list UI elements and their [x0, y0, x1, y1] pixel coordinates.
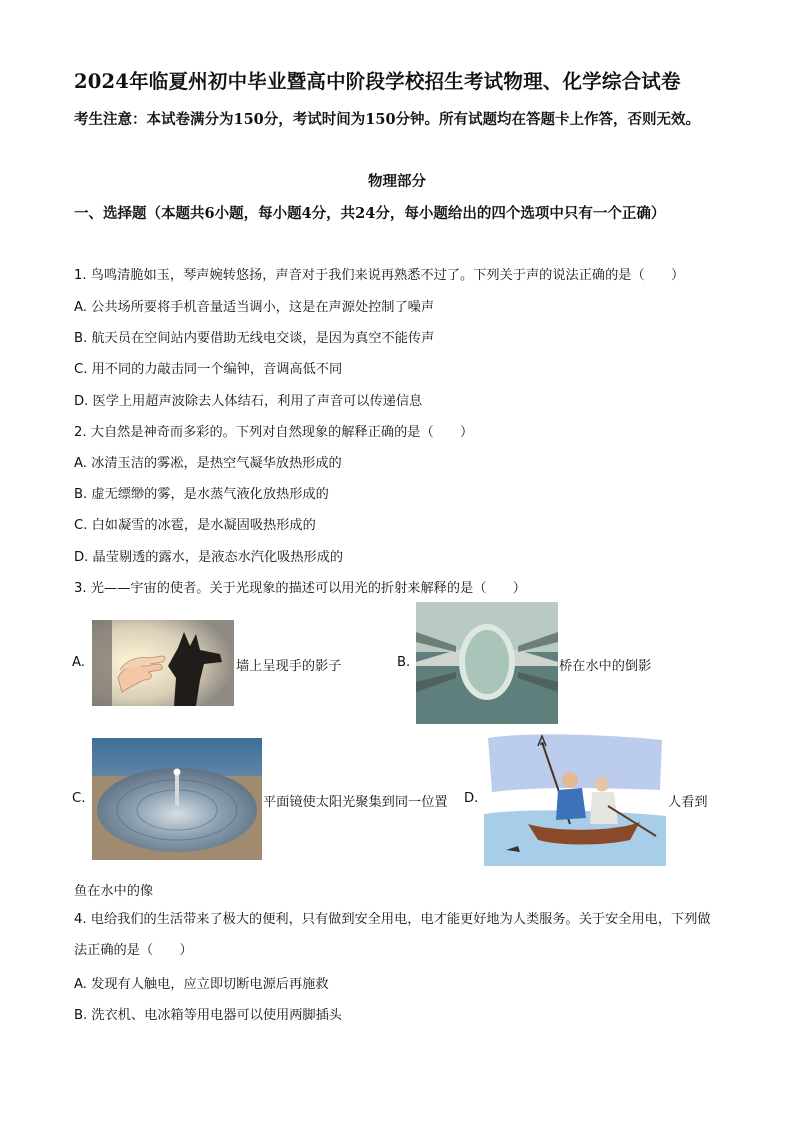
q1-stem: 1. 鸟鸣清脆如玉，琴声婉转悠扬，声音对于我们来说再熟悉不过了。下列关于声的说法正确的是（ ） — [74, 268, 685, 283]
part-heading: 一、选择题（本题共6小题，每小题4分，共24分，每小题给出的四个选项中只有一个正确） — [74, 205, 666, 222]
q3-option-d-label: D. — [464, 791, 479, 806]
q3-option-a-text: 墙上呈现手的影子 — [236, 659, 342, 674]
solar-mirror-field-image — [92, 738, 262, 860]
q4-option-b: B. 洗衣机、电冰箱等用电器可以使用两脚插头 — [74, 1008, 342, 1023]
q3-option-c-text: 平面镜使太阳光聚集到同一位置 — [263, 795, 448, 810]
q4-stem: 4. 电给我们的生活带来了极大的便利，只有做到安全用电，电才能更好地为人类服务。关于安全用电，下列做法正确的是（ ） — [74, 912, 711, 958]
q3-option-d-text-1: 人看到 — [668, 795, 708, 810]
q3-option-b-label: B. — [397, 655, 411, 670]
q2-stem: 2. 大自然是神奇而多彩的。下列对自然现象的解释正确的是（ ） — [74, 425, 474, 440]
q3-stem: 3. 光——宇宙的使者。关于光现象的描述可以用光的折射来解释的是（ ） — [74, 581, 526, 596]
section-title: 物理部分 — [368, 173, 426, 190]
q3-option-c-label: C. — [72, 791, 86, 806]
q2-option-b: B. 虚无缥缈的雾，是水蒸气液化放热形成的 — [74, 487, 329, 502]
q1-option-a: A. 公共场所要将手机音量适当调小，这是在声源处控制了噪声 — [74, 300, 435, 315]
q1-option-d: D. 医学上用超声波除去人体结石，利用了声音可以传递信息 — [74, 394, 423, 409]
bridge-reflection-image — [416, 602, 558, 724]
q2-option-d: D. 晶莹剔透的露水，是液态水汽化吸热形成的 — [74, 550, 344, 565]
spear-fishing-image — [484, 732, 666, 866]
hand-shadow-image — [92, 620, 234, 706]
exam-notice: 考生注意：本试卷满分为150分，考试时间为150分钟。所有试题均在答题卡上作答，否则无效。 — [74, 111, 701, 128]
q3-option-b-text: 桥在水中的倒影 — [559, 659, 652, 674]
q2-option-c: C. 白如凝雪的冰雹，是水凝固吸热形成的 — [74, 518, 316, 533]
q3-option-d-text-2: 鱼在水中的像 — [74, 884, 154, 899]
q1-option-b: B. 航天员在空间站内要借助无线电交谈，是因为真空不能传声 — [74, 331, 435, 346]
q2-option-a: A. 冰清玉洁的雾凇，是热空气凝华放热形成的 — [74, 456, 342, 471]
q3-option-a-label: A. — [72, 655, 85, 670]
q4-option-a: A. 发现有人触电，应立即切断电源后再施救 — [74, 977, 329, 992]
exam-title: 2024年临夏州初中毕业暨高中阶段学校招生考试物理、化学综合试卷 — [74, 70, 681, 93]
q1-option-c: C. 用不同的力敲击同一个编钟，音调高低不同 — [74, 362, 343, 377]
